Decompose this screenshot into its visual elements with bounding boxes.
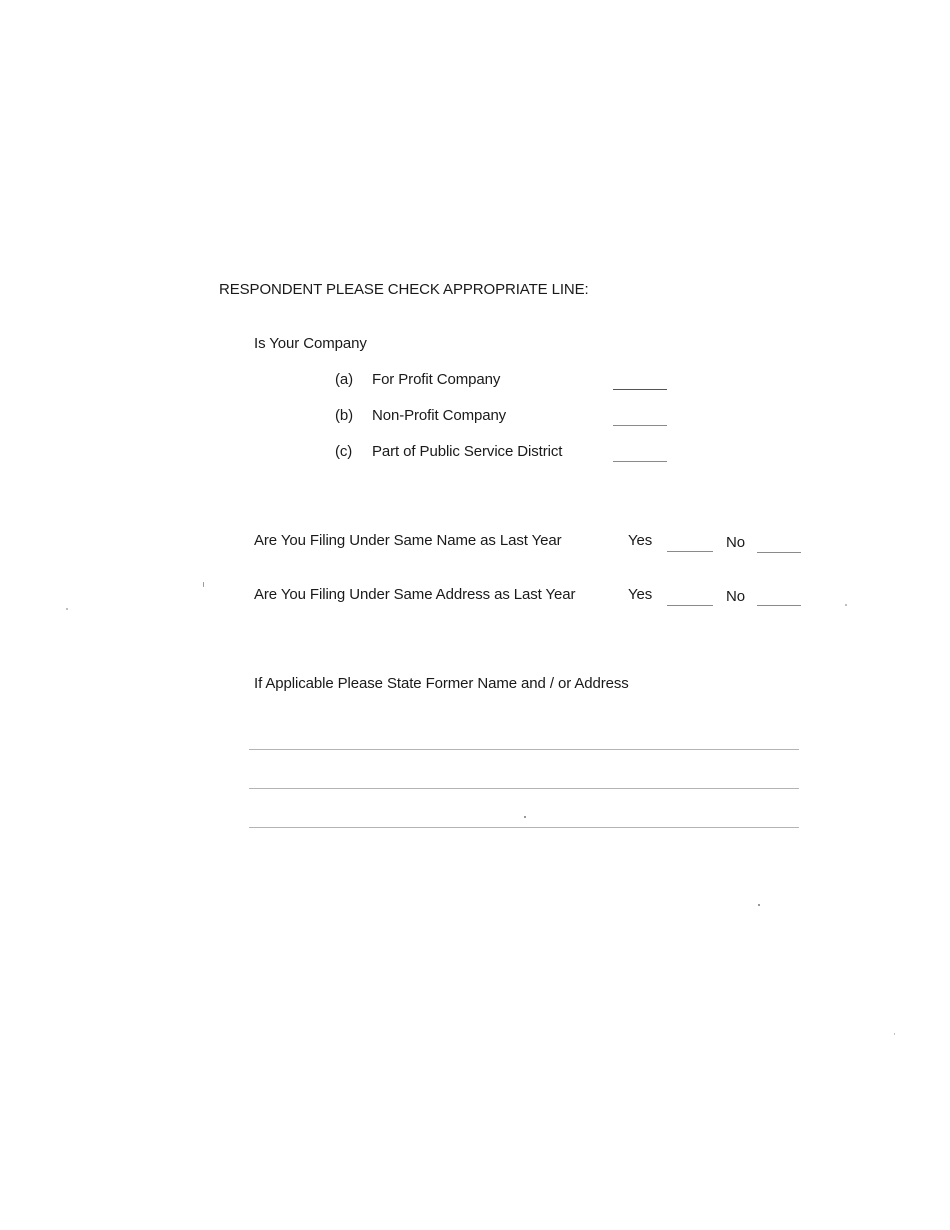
same-address-no-line[interactable] [757, 605, 801, 606]
form-heading: RESPONDENT PLEASE CHECK APPROPRIATE LINE: [219, 281, 589, 298]
option-b-label: Non-Profit Company [372, 407, 507, 424]
same-address-no-label: No [726, 588, 745, 605]
scan-speck [845, 604, 847, 606]
option-a-check-line[interactable] [613, 389, 667, 390]
option-a-label: For Profit Company [372, 371, 501, 388]
same-name-question: Are You Filing Under Same Name as Last Year [254, 532, 562, 549]
company-question: Is Your Company [254, 335, 367, 352]
option-c-letter: (c) [335, 443, 353, 460]
option-c-check-line[interactable] [613, 461, 667, 462]
option-c-label: Part of Public Service District [372, 443, 563, 460]
same-address-yes-label: Yes [628, 586, 653, 603]
scan-speck [203, 582, 204, 587]
scan-speck [66, 608, 68, 610]
scan-speck [894, 1033, 895, 1035]
former-info-line-1[interactable] [249, 749, 799, 750]
scan-speck [524, 816, 526, 818]
option-b-check-line[interactable] [613, 425, 667, 426]
same-name-no-line[interactable] [757, 552, 801, 553]
option-a-letter: (a) [335, 371, 354, 388]
same-address-yes-line[interactable] [667, 605, 713, 606]
same-name-yes-line[interactable] [667, 551, 713, 552]
same-name-yes-label: Yes [628, 532, 653, 549]
scan-speck [758, 904, 760, 906]
same-address-question: Are You Filing Under Same Address as Last Year [254, 586, 576, 603]
same-name-no-label: No [726, 534, 745, 551]
former-info-line-2[interactable] [249, 788, 799, 789]
former-info-line-3[interactable] [249, 827, 799, 828]
option-b-letter: (b) [335, 407, 354, 424]
former-name-prompt: If Applicable Please State Former Name and / or Address [254, 675, 629, 692]
